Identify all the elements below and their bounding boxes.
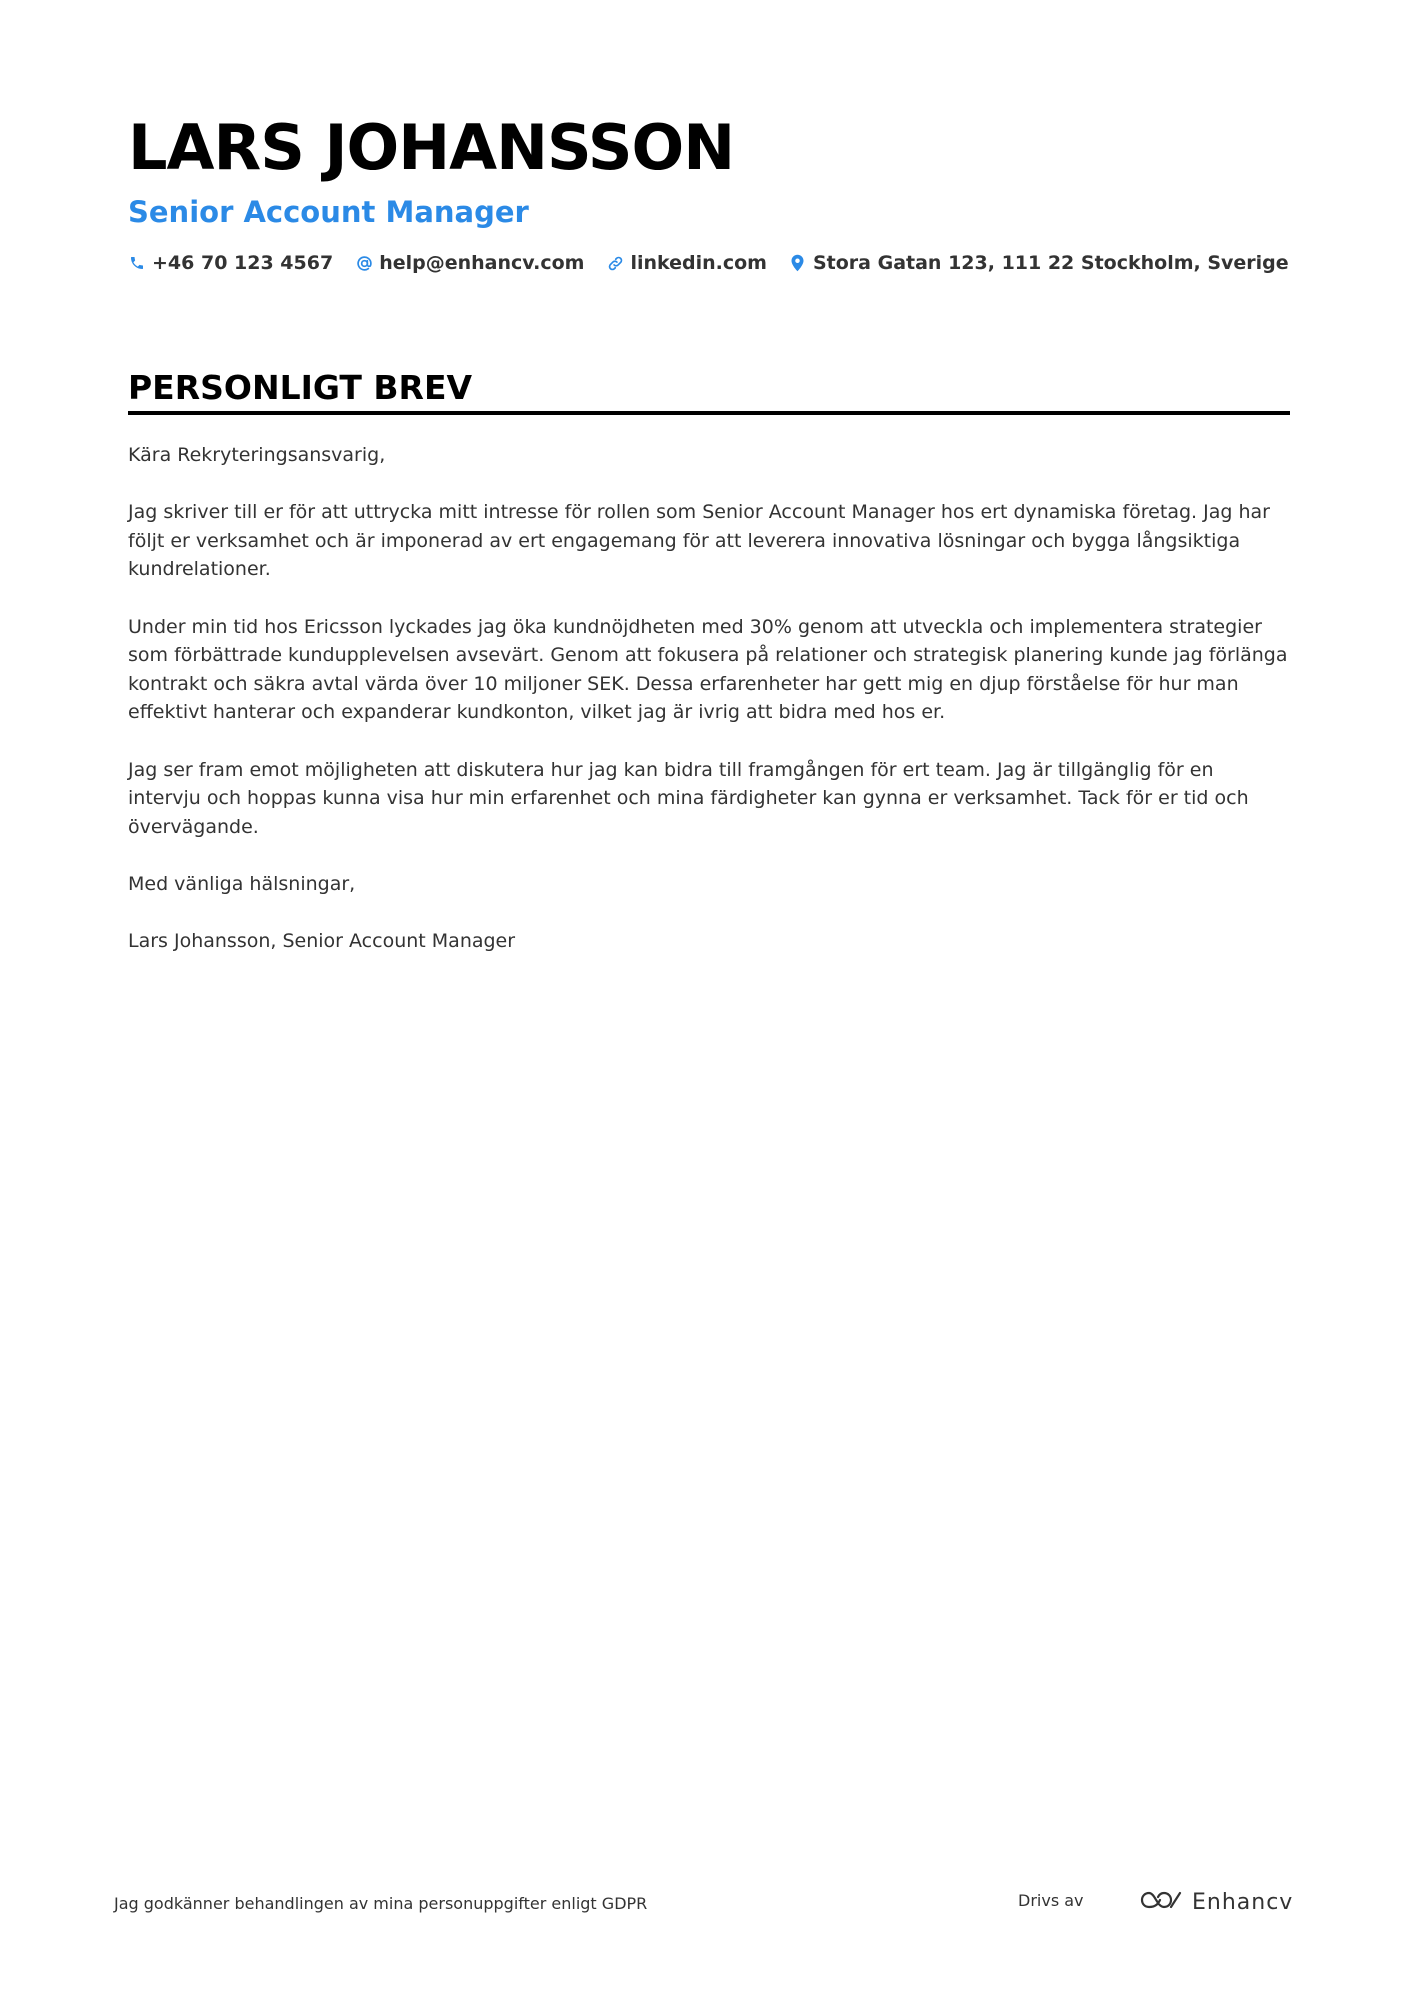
phone-text: +46 70 123 4567: [152, 252, 334, 274]
candidate-name: LARS JOHANSSON: [128, 111, 735, 184]
letter-body: [128, 441, 1290, 984]
letter-paragraph: Jag ser fram emot möjligheten att diskutera hur jag kan bidra till framgången för ert team. Jag är tillgänglig för en intervju och hoppas kunna visa hur min erfarenhet och mina färdigheter kan gynna er verksamhet. Tack för er tid och övervägande.: [128, 758, 1249, 838]
enhancv-logo[interactable]: [1138, 1888, 1293, 1917]
contact-address: [789, 252, 1289, 274]
linkedin-text: linkedin.com: [630, 252, 767, 274]
link-icon: [606, 254, 624, 272]
contact-bar: [128, 252, 1289, 274]
letter-closing: Med vänliga hälsningar,: [128, 872, 356, 895]
at-icon: [355, 254, 373, 272]
address-text: Stora Gatan 123, 111 22 Stockholm, Sverige: [812, 252, 1289, 274]
powered-by-label: Drivs av: [1018, 1891, 1084, 1910]
section-divider: [128, 411, 1290, 415]
letter-signature: Lars Johansson, Senior Account Manager: [128, 930, 516, 953]
phone-icon: [128, 254, 146, 272]
enhancv-logo-icon: [1138, 1888, 1184, 1917]
letter-paragraph: Under min tid hos Ericsson lyckades jag öka kundnöjdheten med 30% genom att utveckla och implementera strategier som förbättrade kundupplevelsen avsevärt. Genom att fokusera på relationer och strategisk planering kunde jag förlänga kontrakt och säkra avtal värda över 10 miljoner SEK. Dessa erfarenheter har gett mig en djup förståelse för hur man effektivt hanterar och expanderar kundkonton, vilket jag är ivrig att bidra med hos er.: [128, 615, 1288, 724]
section-heading: PERSONLIGT BREV: [128, 368, 473, 407]
location-icon: [789, 254, 807, 272]
contact-linkedin[interactable]: [606, 252, 767, 274]
candidate-title: Senior Account Manager: [128, 195, 529, 229]
letter-paragraph: Jag skriver till er för att uttrycka mitt intresse för rollen som Senior Account Manager hos ert dynamiska företag. Jag har följt er verksamhet och är imponerad av ert engagemang för att leverera innovativa lösningar och bygga långsiktiga kundrelationer.: [128, 501, 1270, 581]
contact-email[interactable]: [355, 252, 584, 274]
letter-greeting: Kära Rekryteringsansvarig,: [128, 444, 386, 466]
gdpr-note: Jag godkänner behandlingen av mina personuppgifter enligt GDPR: [114, 1894, 648, 1913]
email-text: help@enhancv.com: [379, 252, 585, 274]
contact-phone[interactable]: [128, 252, 333, 274]
enhancv-brand-name: Enhancv: [1192, 1890, 1294, 1915]
